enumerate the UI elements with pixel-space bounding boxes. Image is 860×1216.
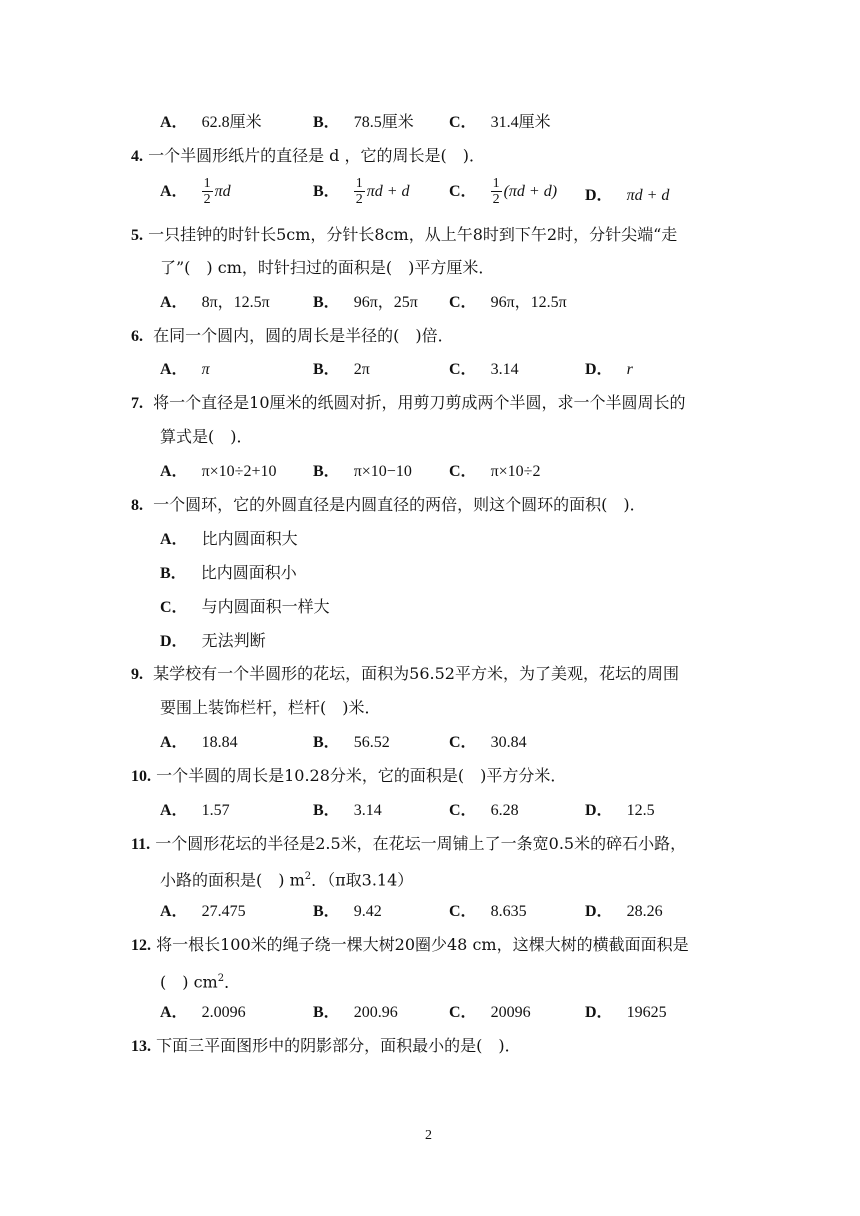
option-d: D． 12.5: [585, 802, 655, 819]
question-11: 11. 一个圆形花坛的半径是2.5米，在花坛一周铺上了一条宽0.5米的碎石小路，: [131, 834, 687, 853]
question-13: 13. 下面三平面图形中的阴影部分，面积最小的是( )．: [131, 1036, 521, 1055]
question-5-cont: 了”( ) cm，时针扫过的面积是( )平方厘米．: [160, 258, 495, 277]
option-b: B． π×10−10: [313, 463, 412, 480]
option-d: D． 无法判断: [160, 631, 266, 650]
option-b: B． $\frac{1}{2}$ πd + d: [313, 176, 410, 207]
option-d: D． r: [585, 361, 633, 378]
option-b: B． 3.14: [313, 802, 382, 819]
question-4: 4. 一个半圆形纸片的直径是 d ，它的周长是( )．: [131, 146, 485, 165]
question-6: 6. 在同一个圆内，圆的周长是半径的( )倍．: [131, 326, 454, 345]
option-d: D． πd + d: [585, 187, 670, 204]
option-a: A． π×10÷2+10: [160, 463, 277, 480]
option-a: A． π: [160, 361, 210, 378]
page-number: 2: [425, 1128, 432, 1143]
option-a: A． $\frac{1}{2}$ πd: [160, 176, 231, 207]
option-a: A． 1.57: [160, 802, 230, 819]
option-c: C． 6.28: [449, 802, 519, 819]
question-5: 5. 一只挂钟的时针长5cm，分针长8cm，从上午8时到下午2时，分针尖端“走: [131, 225, 678, 244]
option-c: C． π×10÷2: [449, 463, 541, 480]
option-b: B． 比内圆面积小: [160, 563, 297, 582]
option-c: C． $\frac{1}{2}$ (πd + d): [449, 176, 558, 207]
question-9: 9. 某学校有一个半圆形的花坛，面积为56.52平方米，为了美观，花坛的周围: [131, 664, 679, 683]
option-a: A． 62.8厘米: [160, 114, 262, 131]
option-c: C． 8.635: [449, 903, 527, 920]
option-a: A． 2.0096: [160, 1004, 246, 1021]
option-b: B． 78.5厘米: [313, 114, 414, 131]
option-b: B． 96π，25π: [313, 294, 418, 311]
question-7-cont: 算式是( )．: [160, 427, 253, 446]
option-c: C． 30.84: [449, 734, 527, 751]
option-c: C． 3.14: [449, 361, 519, 378]
option-d: D． 19625: [585, 1004, 667, 1021]
option-a: A． 比内圆面积大: [160, 529, 298, 548]
option-d: D． 28.26: [585, 903, 663, 920]
question-12-cont: ( ) $cm^2$．: [160, 972, 241, 992]
option-b: B． 56.52: [313, 734, 390, 751]
question-8: 8. 一个圆环，它的外圆直径是内圆直径的两倍，则这个圆环的面积( )．: [131, 495, 646, 514]
question-11-cont: 小路的面积是( ) $m^2$．（π取3.14）: [160, 870, 414, 890]
option-c: C． 31.4厘米: [449, 114, 551, 131]
question-12: 12. 将一根长100米的绳子绕一棵大树20圈少48 cm，这棵大树的横截面面积是: [131, 935, 689, 954]
option-c: C． 与内圆面积一样大: [160, 597, 330, 616]
option-c: C． 20096: [449, 1004, 531, 1021]
question-9-cont: 要围上装饰栏杆，栏杆( )米．: [160, 698, 381, 717]
option-b: B． 9.42: [313, 903, 382, 920]
option-a: A． 27.475: [160, 903, 246, 920]
option-b: B． 2π: [313, 361, 370, 378]
option-a: A． 8π，12.5π: [160, 294, 270, 311]
option-c: C． 96π，12.5π: [449, 294, 567, 311]
question-7: 7. 将一个直径是10厘米的纸圆对折，用剪刀剪成两个半圆，求一个半圆周长的: [131, 393, 686, 412]
option-b: B． 200.96: [313, 1004, 398, 1021]
question-10: 10. 一个半圆的周长是10.28分米，它的面积是( )平方分米．: [131, 766, 567, 785]
option-a: A． 18.84: [160, 734, 238, 751]
